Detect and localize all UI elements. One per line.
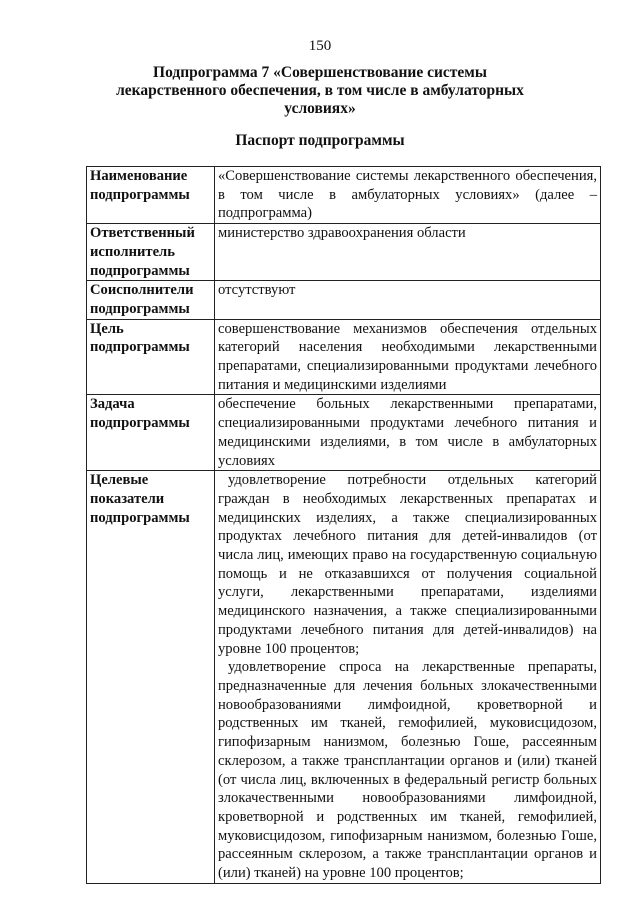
row-label: Целевые показатели подпрограммы	[87, 471, 215, 883]
indicator-paragraph: удовлетворение спроса на лекарственные препараты, предназначенные для лечения больных злокачественными новообразованиями лимфоидной, кроветворной и родственных им тканей, гемофилией, муковисцидозом, гипофизарным нанизмом, болезнью Гоше, рассеянным склерозом, а также трансплантации органов и (или) тканей (от числа лиц, включенных в федеральный регистр больных злокачественными новообразованиями лимфоидной, кроветворной и родственных им тканей, гемофилией, муковисцидозом, гипофизарным нанизмом, болезнью Гоше, рассеянным склерозом, а также трансплантации органов и (или) тканей) на уровне 100 процентов;	[218, 659, 597, 882]
row-value: обеспечение больных лекарственными препаратами, специализированными продуктами лечебного питания и медицинскими изделиями, в том числе в амбулаторных условиях	[215, 395, 601, 471]
page-number: 150	[308, 38, 332, 54]
row-label: Наименование подпрограммы	[87, 167, 215, 224]
section-heading: Паспорт подпрограммы	[235, 132, 405, 149]
table-row	[87, 224, 601, 281]
table-row	[87, 319, 601, 395]
row-value: совершенствование механизмов обеспечения отдельных категорий населения необходимыми лекарственными препаратами, специализированными продуктами лечебного питания и медицинскими изделиями	[215, 319, 601, 395]
row-value: отсутствуют	[215, 281, 601, 319]
row-label: Цель подпрограммы	[87, 319, 215, 395]
row-label: Задача подпрограммы	[87, 395, 215, 471]
table-row	[87, 395, 601, 471]
indicator-paragraph: удовлетворение потребности отдельных категорий граждан в необходимых лекарственных препаратах и медицинских изделиях, а также специализированных продуктах лечебного питания для детей-инвалидов (от числа лиц, имеющих право на государственную социальную помощь и не отказавшихся от получения социальной услуги, лекарственными препаратами, изделиями медицинского назначения, а также специализированными продуктами лечебного питания для детей-инвалидов) на уровне 100 процентов;	[218, 472, 597, 657]
row-label: Соисполнители подпрограммы	[87, 281, 215, 319]
row-value: «Совершенствование системы лекарственного обеспечения, в том числе в амбулаторных условиях» (далее – подпрограмма)	[215, 167, 601, 224]
table-row	[87, 167, 601, 224]
table-row	[87, 281, 601, 319]
row-value	[215, 471, 601, 883]
row-label: Ответственный исполнитель подпрограммы	[87, 224, 215, 281]
table-row	[87, 471, 601, 883]
passport-table	[86, 166, 601, 884]
document-title: Подпрограмма 7 «Совершенствование системы лекарственного обеспечения, в том числе в амбулаторных условиях»	[116, 64, 524, 117]
row-value: министерство здравоохранения области	[215, 224, 601, 281]
